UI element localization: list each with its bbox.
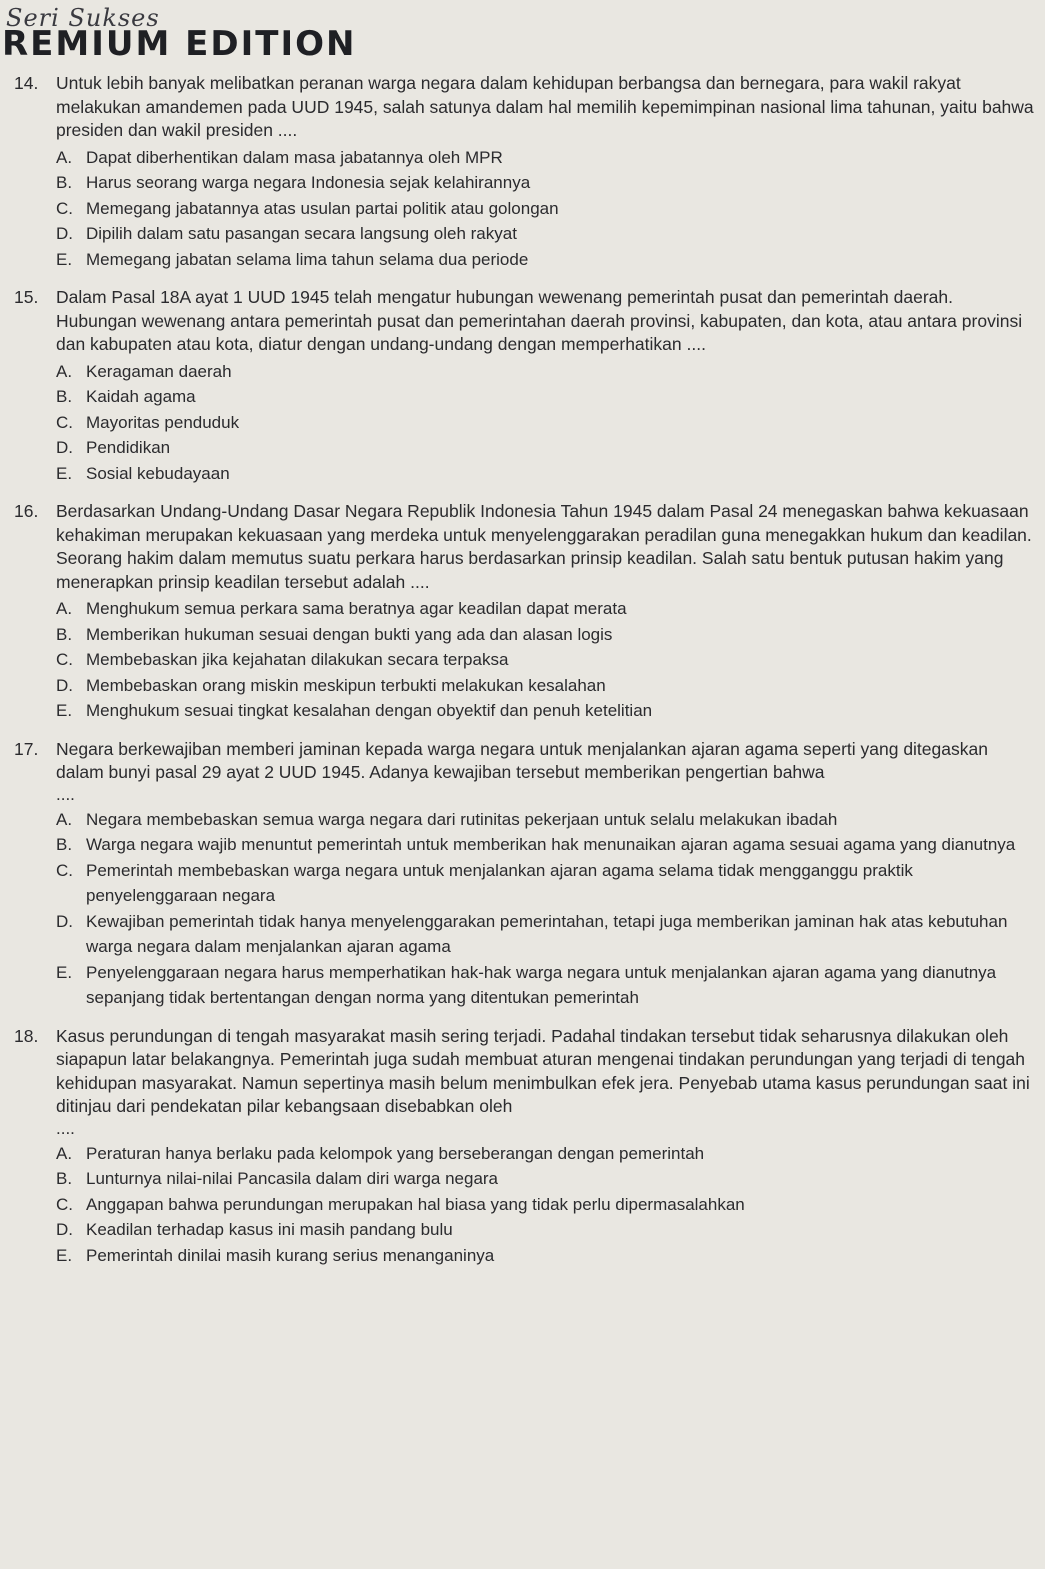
option-text: Dapat diberhentikan dalam masa jabatannya oleh MPR xyxy=(86,147,503,167)
option-text: Pemerintah dinilai masih kurang serius menanganinya xyxy=(86,1245,495,1265)
option-letter: D. xyxy=(56,224,73,243)
option-text: Kaidah agama xyxy=(86,387,196,406)
question-stem xyxy=(0,286,1037,357)
option-letter: B. xyxy=(56,835,73,854)
option-d xyxy=(56,909,1037,960)
option-c xyxy=(56,647,1037,673)
option-text: Anggapan bahwa perundungan merupakan hal biasa yang tidak perlu dipermasalahkan xyxy=(86,1194,745,1214)
option-text: Memegang jabatan selama lima tahun selama dua periode xyxy=(86,249,529,269)
option-list xyxy=(0,596,1037,724)
question-18 xyxy=(0,1025,1037,1269)
question-text: Negara berkewajiban memberi jaminan kepada warga negara untuk menjalankan ajaran agama seperti yang ditegaskan dalam bunyi pasal 29 ayat 2 UUD 1945. Adanya kewajiban tersebut memberikan pengertian bahwa xyxy=(56,738,988,782)
option-text: Menghukum sesuai tingkat kesalahan dengan obyektif dan penuh ketelitian xyxy=(86,701,653,720)
option-e xyxy=(56,461,1037,487)
question-14 xyxy=(0,72,1037,272)
option-a xyxy=(56,145,1037,171)
option-text: Harus seorang warga negara Indonesia sejak kelahirannya xyxy=(86,173,531,192)
option-letter: B. xyxy=(56,173,73,192)
question-number: 17. xyxy=(14,738,39,759)
question-stem xyxy=(0,72,1037,143)
option-letter: C. xyxy=(56,412,73,432)
option-letter: D. xyxy=(56,1220,73,1239)
option-b xyxy=(56,832,1037,858)
option-b xyxy=(56,384,1037,410)
option-letter: A. xyxy=(56,809,73,829)
question-text: Berdasarkan Undang-Undang Dasar Negara Republik Indonesia Tahun 1945 dalam Pasal 24 menegaskan bahwa kekuasaan kehakiman merupakan kekuasaan yang merdeka untuk menyelenggarakan peradilan guna menegakkan hukum dan keadilan. Seorang hakim dalam memutus suatu perkara harus berdasarkan prinsip keadilan. Salah satu bentuk putusan hakim yang menerapkan prinsip keadilan tersebut adalah .... xyxy=(56,501,1032,592)
option-letter: B. xyxy=(56,1169,73,1188)
option-letter: E. xyxy=(56,249,73,269)
option-c xyxy=(56,1192,1037,1218)
option-letter: D. xyxy=(56,911,73,931)
option-c xyxy=(56,196,1037,222)
option-text: Keadilan terhadap kasus ini masih pandang bulu xyxy=(86,1220,453,1239)
option-text: Membebaskan jika kejahatan dilakukan secara terpaksa xyxy=(86,650,509,669)
option-letter: C. xyxy=(56,650,73,669)
option-a xyxy=(56,807,1037,833)
option-text: Warga negara wajib menuntut pemerintah untuk memberikan hak menunaikan ajaran agama sesuai agama yang dianutnya xyxy=(86,835,1016,854)
option-list xyxy=(0,807,1037,1011)
option-a xyxy=(56,596,1037,622)
option-letter: D. xyxy=(56,438,73,457)
option-text: Penyelenggaraan negara harus memperhatikan hak-hak warga negara untuk menjalankan ajaran agama yang dianutnya sepanjang tidak bertentangan dengan norma yang ditentukan pemerintah xyxy=(86,962,997,1007)
option-letter: A. xyxy=(56,361,73,381)
option-text: Memberikan hukuman sesuai dengan bukti yang ada dan alasan logis xyxy=(86,624,613,644)
question-stem xyxy=(0,738,1037,785)
option-b xyxy=(56,622,1037,648)
option-letter: A. xyxy=(56,147,73,167)
option-letter: C. xyxy=(56,198,73,218)
question-17 xyxy=(0,738,1037,1011)
option-letter: E. xyxy=(56,701,73,720)
option-letter: B. xyxy=(56,387,73,406)
option-d xyxy=(56,435,1037,461)
option-d xyxy=(56,221,1037,247)
question-number: 18. xyxy=(14,1025,39,1046)
question-stem xyxy=(0,500,1037,594)
question-number: 14. xyxy=(14,73,39,93)
option-letter: B. xyxy=(56,624,73,644)
option-letter: A. xyxy=(56,599,73,618)
option-e xyxy=(56,247,1037,273)
option-e xyxy=(56,1243,1037,1269)
option-b xyxy=(56,1166,1037,1192)
option-letter: E. xyxy=(56,463,73,483)
option-letter: A. xyxy=(56,1143,73,1163)
option-c xyxy=(56,410,1037,436)
option-letter: C. xyxy=(56,860,73,880)
option-d xyxy=(56,673,1037,699)
option-text: Keragaman daerah xyxy=(86,361,232,381)
question-16 xyxy=(0,500,1037,724)
option-list xyxy=(0,1141,1037,1269)
question-text: Dalam Pasal 18A ayat 1 UUD 1945 telah mengatur hubungan wewenang pemerintah pusat dan pemerintah daerah. Hubungan wewenang antara pemerintah pusat dan pemerintahan daerah provinsi, kabupaten, dan kota, atau antara provinsi dan kabupaten atau kota, diatur dengan undang-undang dengan memperhatikan .... xyxy=(56,287,1023,354)
option-text: Memegang jabatannya atas usulan partai politik atau golongan xyxy=(86,198,559,218)
question-ellipsis: .... xyxy=(56,784,75,804)
option-a xyxy=(56,1141,1037,1167)
option-text: Dipilih dalam satu pasangan secara langsung oleh rakyat xyxy=(86,224,517,243)
question-15 xyxy=(0,286,1037,486)
option-text: Pendidikan xyxy=(86,438,171,457)
edition-title: REMIUM EDITION xyxy=(2,24,357,64)
question-text: Kasus perundungan di tengah masyarakat masih sering terjadi. Padahal tindakan tersebut tidak seharusnya dilakukan oleh siapapun latar belakangnya. Pemerintah juga sudah membuat aturan mengenai tindakan perundungan yang terjadi di tengah kehidupan masyarakat. Namun sepertinya masih belum menimbulkan efek jera. Penyebab utama kasus perundungan saat ini ditinjau dari pendekatan pilar kebangsaan disebabkan oleh xyxy=(56,1025,1030,1116)
option-d xyxy=(56,1217,1037,1243)
question-list xyxy=(0,72,1045,1282)
option-text: Kewajiban pemerintah tidak hanya menyelenggarakan pemerintahan, tetapi juga memberikan jaminan hak atas kebutuhan warga negara dalam menjalankan ajaran agama xyxy=(86,911,1008,956)
option-text: Negara membebaskan semua warga negara dari rutinitas pekerjaan untuk selalu melakukan ibadah xyxy=(86,809,838,829)
option-a xyxy=(56,359,1037,385)
option-text: Membebaskan orang miskin meskipun terbukti melakukan kesalahan xyxy=(86,675,606,695)
question-text: Untuk lebih banyak melibatkan peranan warga negara dalam kehidupan berbangsa dan bernegara, para wakil rakyat melakukan amandemen pada UUD 1945, salah satunya dalam hal memilih kepemimpinan nasional lima tahunan, yaitu bahwa presiden dan wakil presiden .... xyxy=(56,73,1034,140)
option-e xyxy=(56,960,1037,1011)
option-list xyxy=(0,359,1037,487)
option-letter: D. xyxy=(56,675,73,695)
option-b xyxy=(56,170,1037,196)
option-letter: C. xyxy=(56,1194,73,1214)
option-letter: E. xyxy=(56,1245,73,1265)
option-e xyxy=(56,698,1037,724)
option-list xyxy=(0,145,1037,273)
question-number: 15. xyxy=(14,287,39,307)
question-stem xyxy=(0,1025,1037,1119)
option-text: Mayoritas penduduk xyxy=(86,412,240,432)
question-number: 16. xyxy=(14,501,39,521)
option-letter: E. xyxy=(56,962,73,982)
option-c xyxy=(56,858,1037,909)
option-text: Sosial kebudayaan xyxy=(86,463,230,483)
series-title: Seri Sukses xyxy=(6,4,160,32)
option-text: Pemerintah membebaskan warga negara untuk menjalankan ajaran agama selama tidak mengganggu praktik penyelenggaraan negara xyxy=(86,860,913,905)
option-text: Lunturnya nilai-nilai Pancasila dalam diri warga negara xyxy=(86,1169,499,1188)
option-text: Menghukum semua perkara sama beratnya agar keadilan dapat merata xyxy=(86,599,627,618)
question-ellipsis: .... xyxy=(56,1118,75,1138)
option-text: Peraturan hanya berlaku pada kelompok yang berseberangan dengan pemerintah xyxy=(86,1143,705,1163)
